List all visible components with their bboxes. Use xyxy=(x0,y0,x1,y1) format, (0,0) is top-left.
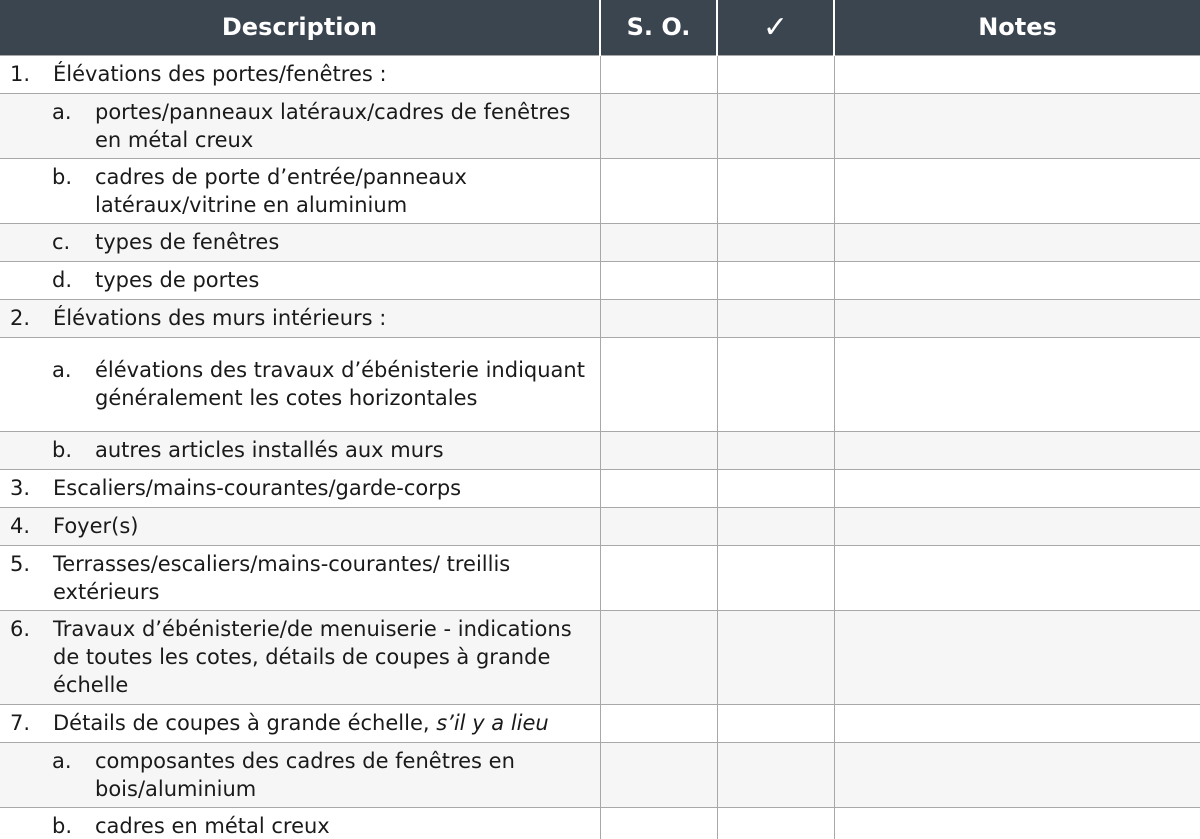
so-cell[interactable] xyxy=(600,261,717,299)
item-text: Foyer(s) xyxy=(53,514,139,538)
item-letter: b. xyxy=(52,438,73,462)
so-header: S. O. xyxy=(600,0,717,55)
description-cell xyxy=(0,507,600,545)
item-text: types de fenêtres xyxy=(95,230,280,254)
table-row xyxy=(0,223,1200,261)
item-number: 4. xyxy=(10,514,31,538)
item-text xyxy=(53,709,586,737)
notes-cell[interactable] xyxy=(834,704,1200,742)
description-cell xyxy=(0,299,600,337)
so-cell[interactable] xyxy=(600,610,717,704)
check-cell[interactable] xyxy=(717,337,834,431)
item-letter: a. xyxy=(52,748,72,773)
item-number: 1. xyxy=(10,62,31,86)
description-cell xyxy=(0,223,600,261)
item-text: Travaux d’ébénisterie/de menuiserie - indications de toutes les cotes, détails de coupes à grande échelle xyxy=(53,617,572,697)
so-cell[interactable] xyxy=(600,431,717,469)
so-cell[interactable] xyxy=(600,742,717,807)
item-number: 3. xyxy=(10,476,31,500)
table-row xyxy=(0,158,1200,223)
item-letter: a. xyxy=(52,99,72,124)
item-text: cadres en métal creux xyxy=(95,814,330,838)
so-cell[interactable] xyxy=(600,807,717,839)
check-cell[interactable] xyxy=(717,299,834,337)
notes-cell[interactable] xyxy=(834,431,1200,469)
notes-header: Notes xyxy=(834,0,1200,55)
table-row xyxy=(0,93,1200,158)
table-row xyxy=(0,610,1200,704)
check-cell[interactable] xyxy=(717,610,834,704)
so-cell[interactable] xyxy=(600,93,717,158)
description-cell xyxy=(0,742,600,807)
item-text: cadres de porte d’entrée/panneaux latéraux/vitrine en aluminium xyxy=(95,164,467,217)
check-cell[interactable] xyxy=(717,223,834,261)
notes-cell[interactable] xyxy=(834,158,1200,223)
notes-cell[interactable] xyxy=(834,545,1200,610)
description-cell xyxy=(0,807,600,839)
item-letter: a. xyxy=(52,358,72,382)
description-cell xyxy=(0,158,600,223)
table-row xyxy=(0,55,1200,93)
table-row xyxy=(0,807,1200,839)
notes-cell[interactable] xyxy=(834,507,1200,545)
item-text: types de portes xyxy=(95,268,260,292)
notes-cell[interactable] xyxy=(834,742,1200,807)
so-cell[interactable] xyxy=(600,55,717,93)
item-text: Élévations des portes/fenêtres : xyxy=(53,62,387,86)
check-cell[interactable] xyxy=(717,158,834,223)
so-cell[interactable] xyxy=(600,299,717,337)
so-cell[interactable] xyxy=(600,158,717,223)
item-number: 6. xyxy=(10,617,31,641)
description-header: Description xyxy=(0,0,600,55)
item-text: autres articles installés aux murs xyxy=(95,438,444,462)
check-cell[interactable] xyxy=(717,742,834,807)
table-row xyxy=(0,431,1200,469)
so-cell[interactable] xyxy=(600,469,717,507)
description-cell xyxy=(0,55,600,93)
so-cell[interactable] xyxy=(600,545,717,610)
item-text-italic: s’il y a lieu xyxy=(436,711,549,735)
notes-cell[interactable] xyxy=(834,223,1200,261)
description-cell xyxy=(0,431,600,469)
so-cell[interactable] xyxy=(600,337,717,431)
notes-cell[interactable] xyxy=(834,610,1200,704)
notes-cell[interactable] xyxy=(834,261,1200,299)
check-cell[interactable] xyxy=(717,807,834,839)
table-row xyxy=(0,742,1200,807)
notes-cell[interactable] xyxy=(834,55,1200,93)
table-row xyxy=(0,545,1200,610)
item-letter: b. xyxy=(52,164,73,189)
notes-cell[interactable] xyxy=(834,337,1200,431)
description-cell xyxy=(0,337,600,431)
check-cell[interactable] xyxy=(717,431,834,469)
checkmark-icon: ✓ xyxy=(762,9,789,45)
item-number: 2. xyxy=(10,306,31,330)
so-cell[interactable] xyxy=(600,507,717,545)
item-letter: c. xyxy=(52,230,71,254)
item-text: élévations des travaux d’ébénisterie indiquant généralement les cotes horizontales xyxy=(95,358,585,410)
table-row xyxy=(0,507,1200,545)
notes-cell[interactable] xyxy=(834,299,1200,337)
item-text: Escaliers/mains-courantes/garde-corps xyxy=(53,476,462,500)
item-number: 7. xyxy=(10,711,31,735)
item-text: Élévations des murs intérieurs : xyxy=(53,306,387,330)
check-cell[interactable] xyxy=(717,545,834,610)
table-row xyxy=(0,337,1200,431)
item-letter: d. xyxy=(52,268,73,292)
description-cell xyxy=(0,610,600,704)
item-text: Terrasses/escaliers/mains-courantes/ treillis extérieurs xyxy=(53,551,511,604)
notes-cell[interactable] xyxy=(834,807,1200,839)
check-cell[interactable] xyxy=(717,469,834,507)
description-cell xyxy=(0,704,600,742)
description-cell xyxy=(0,545,600,610)
item-number: 5. xyxy=(10,551,31,576)
header-row xyxy=(0,0,1200,55)
description-cell xyxy=(0,93,600,158)
check-cell[interactable] xyxy=(717,507,834,545)
check-cell[interactable] xyxy=(717,93,834,158)
table-row xyxy=(0,704,1200,742)
table-row xyxy=(0,469,1200,507)
table-row xyxy=(0,299,1200,337)
check-cell[interactable] xyxy=(717,261,834,299)
item-text: portes/panneaux latéraux/cadres de fenêtres en métal creux xyxy=(95,99,571,152)
item-text-main: Détails de coupes à grande échelle, xyxy=(53,711,437,735)
so-cell[interactable] xyxy=(600,223,717,261)
check-cell[interactable] xyxy=(717,704,834,742)
so-cell[interactable] xyxy=(600,704,717,742)
check-header xyxy=(717,0,834,55)
item-letter: b. xyxy=(52,814,73,838)
notes-cell[interactable] xyxy=(834,93,1200,158)
item-text: composantes des cadres de fenêtres en bois/aluminium xyxy=(95,748,515,801)
check-cell[interactable] xyxy=(717,55,834,93)
description-cell xyxy=(0,261,600,299)
table-row xyxy=(0,261,1200,299)
description-cell xyxy=(0,469,600,507)
notes-cell[interactable] xyxy=(834,469,1200,507)
